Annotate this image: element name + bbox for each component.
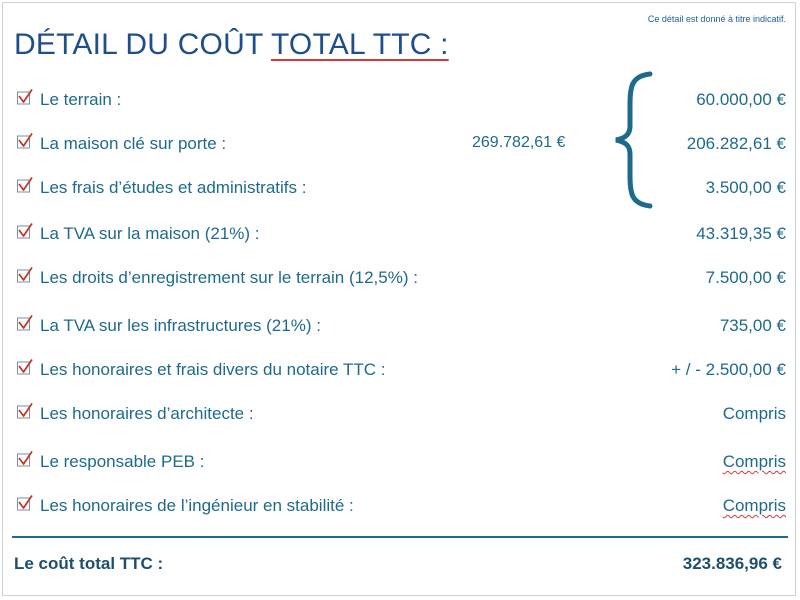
checkbox-check-icon bbox=[16, 450, 34, 468]
cost-item-row bbox=[16, 494, 786, 518]
cost-item-value: + / - 2.500,00 € bbox=[671, 360, 786, 379]
cost-item-row bbox=[16, 88, 786, 112]
cost-item-label: Les honoraires d’architecte : bbox=[40, 404, 254, 423]
total-row bbox=[14, 554, 782, 574]
cost-item-label: Le terrain : bbox=[40, 90, 122, 109]
cost-item-label: Le responsable PEB : bbox=[40, 452, 205, 471]
checkbox-check-icon bbox=[16, 314, 34, 332]
checkbox-check-icon bbox=[16, 88, 34, 106]
cost-item-value: 60.000,00 € bbox=[696, 90, 786, 109]
checkbox-check-icon bbox=[16, 494, 34, 512]
cost-item-row bbox=[16, 314, 786, 338]
disclaimer-note: Ce détail est donné à titre indicatif. bbox=[647, 14, 786, 24]
checkbox-check-icon bbox=[16, 266, 34, 284]
subtotal-value: 269.782,61 € bbox=[472, 134, 566, 151]
checkbox-check-icon bbox=[16, 358, 34, 376]
cost-item-label: Les honoraires de l’ingénieur en stabilité : bbox=[40, 496, 354, 515]
cost-item-label: Les droits d’enregistrement sur le terrain (12,5%) : bbox=[40, 268, 418, 287]
total-value: 323.836,96 € bbox=[682, 554, 782, 573]
title-underlined: TOTAL TTC : bbox=[270, 28, 449, 61]
curly-brace-icon bbox=[610, 70, 660, 210]
cost-item-row bbox=[16, 222, 786, 246]
title-prefix: DÉTAIL DU COÛT bbox=[14, 28, 271, 61]
cost-item-label: Les honoraires et frais divers du notaire TTC : bbox=[40, 360, 386, 379]
cost-item-value: Compris bbox=[722, 404, 786, 423]
cost-item-label: La TVA sur les infrastructures (21%) : bbox=[40, 316, 321, 335]
checkbox-check-icon bbox=[16, 176, 34, 194]
cost-item-value: Compris bbox=[722, 452, 786, 471]
page-title bbox=[14, 28, 449, 62]
cost-item-row bbox=[16, 132, 786, 156]
cost-item-label: Les frais d’études et administratifs : bbox=[40, 178, 307, 197]
cost-item-value: 43.319,35 € bbox=[696, 224, 786, 243]
cost-item-label: La TVA sur la maison (21%) : bbox=[40, 224, 260, 243]
checkbox-check-icon bbox=[16, 402, 34, 420]
checkbox-check-icon bbox=[16, 132, 34, 150]
cost-item-value: 735,00 € bbox=[719, 316, 786, 335]
cost-item-row bbox=[16, 358, 786, 382]
cost-item-row bbox=[16, 450, 786, 474]
cost-item-value: 7.500,00 € bbox=[705, 268, 786, 287]
cost-item-row bbox=[16, 176, 786, 200]
cost-item-value: 3.500,00 € bbox=[705, 178, 786, 197]
cost-item-row bbox=[16, 402, 786, 426]
cost-item-value: 206.282,61 € bbox=[686, 134, 786, 153]
total-divider bbox=[12, 536, 788, 538]
total-label: Le coût total TTC : bbox=[14, 554, 164, 573]
checkbox-check-icon bbox=[16, 222, 34, 240]
cost-item-label: La maison clé sur porte : bbox=[40, 134, 227, 153]
cost-item-value: Compris bbox=[722, 496, 786, 515]
cost-item-row bbox=[16, 266, 786, 290]
